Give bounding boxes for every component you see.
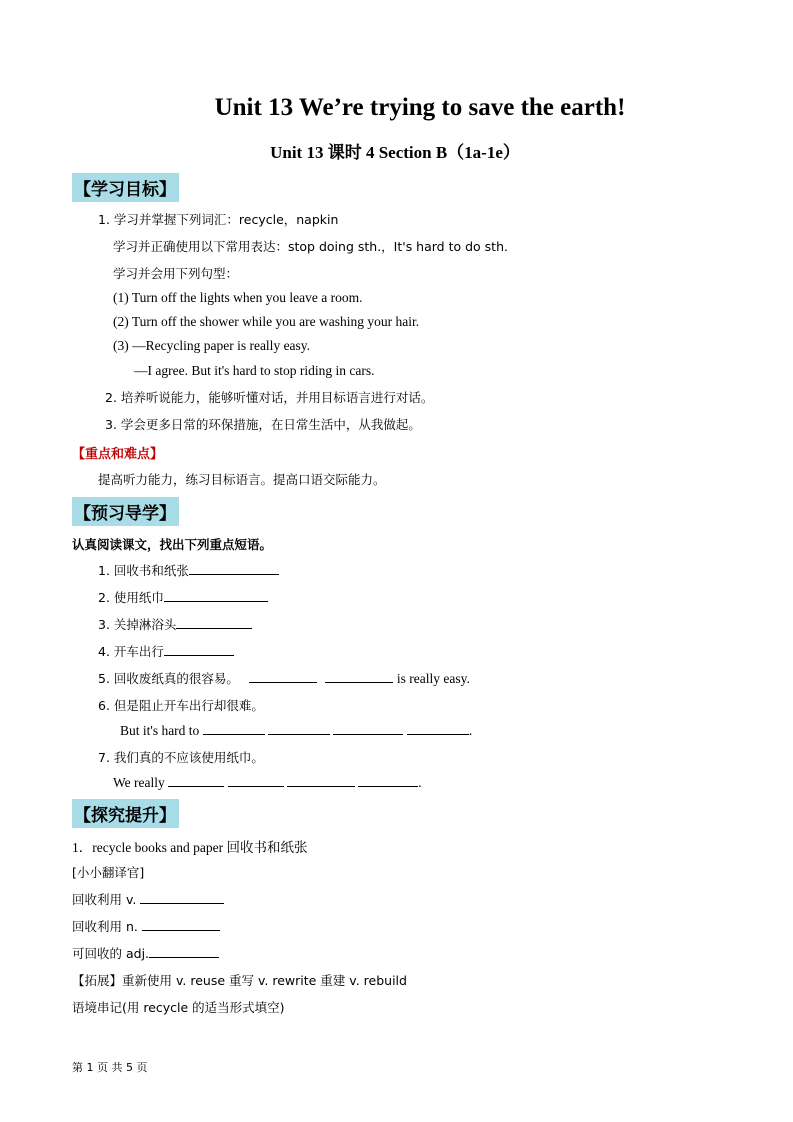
answer-blank[interactable] — [407, 722, 469, 735]
explore-line: [小小翻译官] — [72, 865, 145, 880]
answer-blank[interactable] — [287, 774, 355, 787]
answer-blank[interactable] — [189, 562, 279, 575]
page-footer: 第 1 页 共 5 页 — [72, 1061, 148, 1074]
answer-blank[interactable] — [164, 589, 268, 602]
answer-blank[interactable] — [228, 774, 284, 787]
answer-blank[interactable] — [333, 722, 403, 735]
answer-blank[interactable] — [140, 891, 224, 904]
section-heading-explore: 【探究提升】 — [72, 799, 179, 828]
goal-line: 学习并正确使用以下常用表达：stop doing sth.，It's hard to do sth. — [113, 239, 508, 254]
explore-line: 可回收的 adj. — [72, 944, 219, 962]
answer-blank[interactable] — [249, 670, 317, 683]
page-title: Unit 13 We’re trying to save the earth! — [214, 94, 626, 121]
preview-item-answer-line: We really . — [113, 775, 422, 790]
answer-blank[interactable] — [325, 670, 393, 683]
page-subtitle: Unit 13 课时 4 Section B（1a-1e） — [270, 143, 520, 162]
preview-item: 7. 我们真的不应该使用纸巾。 — [98, 750, 264, 765]
answer-blank[interactable] — [176, 616, 252, 629]
section-heading-goals: 【学习目标】 — [72, 173, 179, 202]
section-heading-preview: 【预习导学】 — [72, 497, 179, 526]
preview-item: 3. 关掉淋浴头 — [98, 615, 252, 633]
answer-blank[interactable] — [268, 722, 330, 735]
goal-line: 学习并会用下列句型： — [113, 266, 239, 281]
preview-item: 1. 回收书和纸张 — [98, 561, 279, 579]
answer-blank[interactable] — [358, 774, 418, 787]
goal-line: (1) Turn off the lights when you leave a room. — [113, 290, 363, 305]
preview-item: 6. 但是阻止开车出行却很难。 — [98, 698, 264, 713]
preview-item: 2. 使用纸巾 — [98, 588, 268, 606]
explore-line: 1．recycle books and paper 回收书和纸张 — [72, 840, 308, 855]
section-heading-key: 【重点和难点】 — [72, 447, 164, 462]
answer-blank[interactable] — [203, 722, 265, 735]
explore-line: 回收利用 n. — [72, 917, 220, 935]
preview-item: 4. 开车出行 — [98, 642, 234, 660]
preview-instruction: 认真阅读课文，找出下列重点短语。 — [72, 537, 273, 552]
answer-blank[interactable] — [168, 774, 224, 787]
answer-blank[interactable] — [149, 945, 219, 958]
goal-line: 2. 培养听说能力，能够听懂对话，并用目标语言进行对话。 — [105, 390, 434, 405]
explore-line: 回收利用 v. — [72, 890, 224, 908]
preview-item: 5. 回收废纸真的很容易。 is really easy. — [98, 671, 470, 686]
key-text: 提高听力能力，练习目标语言。提高口语交际能力。 — [98, 472, 386, 487]
explore-line: 语境串记(用 recycle 的适当形式填空) — [72, 1000, 285, 1015]
goal-line: (3) —Recycling paper is really easy. — [113, 338, 311, 353]
goal-line: (2) Turn off the shower while you are washing your hair. — [113, 314, 420, 329]
answer-blank[interactable] — [142, 918, 220, 931]
goal-line: 3. 学会更多日常的环保措施，在日常生活中，从我做起。 — [105, 417, 421, 432]
goal-line: 1. 学习并掌握下列词汇：recycle，napkin — [98, 212, 339, 227]
preview-item-answer-line: But it's hard to . — [120, 723, 473, 738]
answer-blank[interactable] — [164, 643, 234, 656]
goal-line: —I agree. But it's hard to stop riding in cars. — [134, 363, 375, 378]
explore-line: 【拓展】重新使用 v. reuse 重写 v. rewrite 重建 v. rebuild — [72, 973, 407, 988]
